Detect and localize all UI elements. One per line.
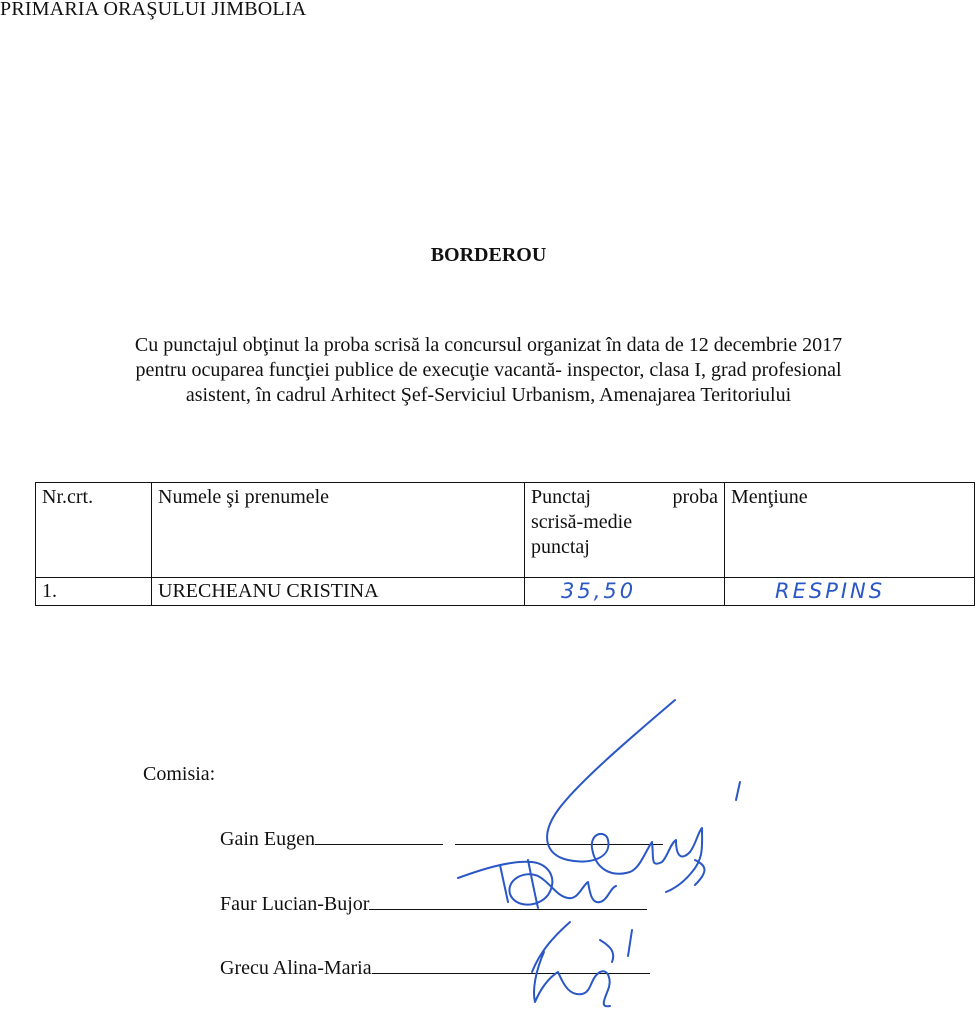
- header-mention: Menţiune: [725, 483, 975, 578]
- row-name: URECHEANU CRISTINA: [152, 578, 525, 606]
- table-header-row: [36, 483, 975, 578]
- member-name: Faur Lucian-Bujor: [220, 893, 370, 915]
- intro-line-1: Cu punctajul obţinut la proba scrisă la concursul organizat în data de 12 decembrie 2017: [134, 334, 843, 356]
- intro-line-3: asistent, în cadrul Arhitect Şef-Serviciul Urbanism, Amenajarea Teritoriului: [185, 384, 792, 406]
- signature-faur: [458, 860, 616, 908]
- row-score: 35,50: [561, 579, 637, 603]
- header-score-word-2: proba: [672, 486, 718, 508]
- header-score-line-3: punctaj: [531, 536, 590, 558]
- row-nr: 1.: [36, 578, 152, 606]
- intro-paragraph: [0, 333, 977, 408]
- row-mention-cell: [725, 578, 975, 606]
- results-table: [35, 482, 975, 606]
- header-score-word-1: Punctaj: [531, 486, 591, 508]
- row-score-cell: [525, 578, 725, 606]
- signature-gain-eugen: [547, 700, 702, 892]
- table-row: [36, 578, 975, 606]
- header-nr: Nr.crt.: [36, 483, 152, 578]
- row-mention: RESPINS: [775, 579, 886, 603]
- header-score: [525, 483, 725, 578]
- handwritten-signatures: [440, 690, 770, 1024]
- header-name: Numele şi prenumele: [152, 483, 525, 578]
- member-name: Gain Eugen: [220, 828, 315, 850]
- document-title: BORDEROU: [430, 244, 547, 266]
- signature-line: [315, 826, 443, 845]
- member-name: Grecu Alina-Maria: [220, 957, 372, 979]
- intro-line-2: pentru ocuparea funcţiei publice de execuţie vacantă- inspector, clasa I, grad profesional: [135, 359, 842, 381]
- signature-grecu: [532, 922, 632, 1006]
- commission-label: Comisia:: [143, 763, 216, 785]
- header-score-line-2: scrisă-medie: [531, 511, 633, 533]
- institution-header: PRIMARIA ORAŞULUI JIMBOLIA: [0, 0, 307, 20]
